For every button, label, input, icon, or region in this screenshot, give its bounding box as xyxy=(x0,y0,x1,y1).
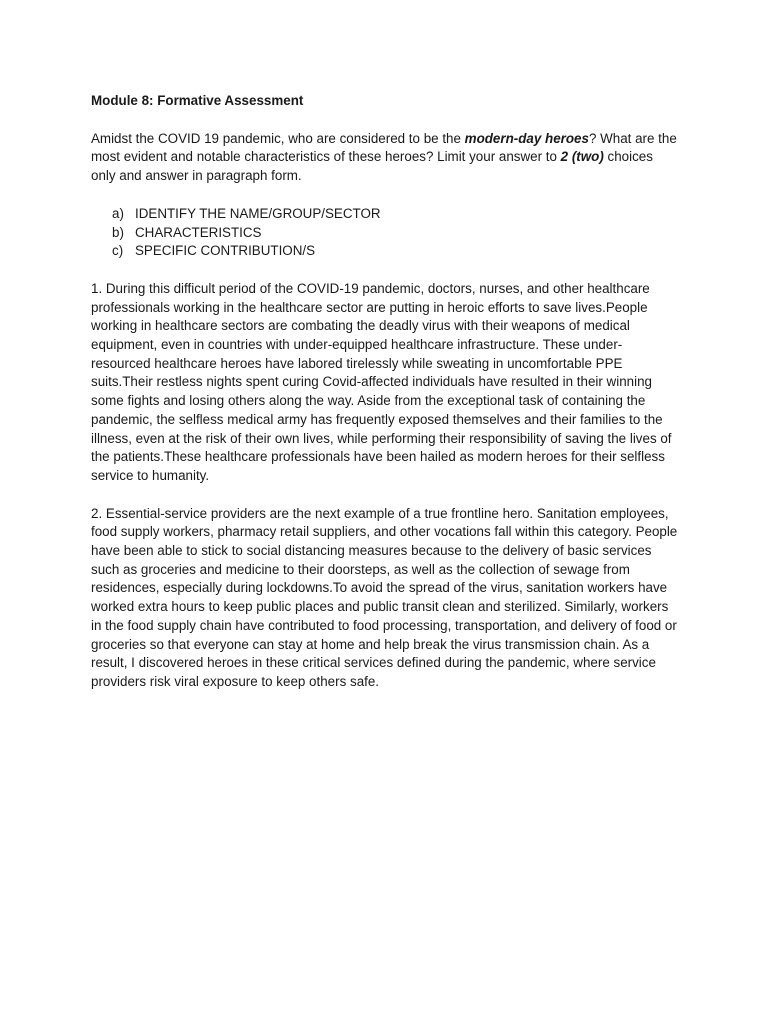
answer-paragraph-1: 1. During this difficult period of the COVID-19 pandemic, doctors, nurses, and other healthcare professionals working in the healthcare sector are putting in heroic efforts to save lives.People working in healthcare sectors are combating the deadly virus with their weapons of medical equipment, even in countries with under-equipped healthcare infrastructure. These under-resourced healthcare heroes have labored tirelessly while sweating in uncomfortable PPE suits.Their restless nights spent curing Covid-affected individuals have resulted in their winning some fights and losing others along the way. Aside from the exceptional task of containing the pandemic, the selfless medical army has frequently exposed themselves and their families to the illness, even at the risk of their own lives, while performing their responsibility of saving the lives of the patients.These healthcare professionals have been hailed as modern heroes for their selfless service to humanity. xyxy=(91,280,672,483)
criteria-marker: a) xyxy=(112,205,124,221)
criteria-item xyxy=(91,224,681,243)
criteria-text: IDENTIFY THE NAME/GROUP/SECTOR xyxy=(135,205,381,221)
prompt-emphasis-heroes: modern-day heroes xyxy=(464,130,589,146)
prompt-text-3: choices only and answer in paragraph form. xyxy=(91,149,653,184)
criteria-text: SPECIFIC CONTRIBUTION/S xyxy=(135,243,316,259)
prompt-text-2: ? What are the most evident and notable characteristics of these heroes? Limit your answer to xyxy=(91,130,677,165)
criteria-item xyxy=(91,242,681,261)
criteria-item xyxy=(91,205,681,224)
criteria-text: CHARACTERISTICS xyxy=(135,224,262,240)
criteria-marker: b) xyxy=(112,224,124,240)
prompt-emphasis-count: 2 (two) xyxy=(560,149,604,165)
document-page xyxy=(91,92,681,711)
document-title: Module 8: Formative Assessment xyxy=(91,93,304,108)
assessment-prompt xyxy=(91,130,681,186)
prompt-text-1: Amidst the COVID 19 pandemic, who are considered to be the xyxy=(91,130,465,146)
criteria-marker: c) xyxy=(112,243,124,259)
answer-paragraph-2: 2. Essential-service providers are the next example of a true frontline hero. Sanitation employees, food supply workers, pharmacy retail suppliers, and other vocations fall within this category. People have been able to stick to social distancing measures because to the delivery of basic services such as groceries and medicine to their doorsteps, as well as the collection of sewage from residences, especially during lockdowns.To avoid the spread of the virus, sanitation workers have worked extra hours to keep public places and public transit clean and sterilized. Similarly, workers in the food supply chain have contributed to food processing, transportation, and delivery of food or groceries so that everyone can stay at home and help break the virus transmission chain. As a result, I discovered heroes in these critical services defined during the pandemic, where service providers risk viral exposure to keep others safe. xyxy=(91,505,678,689)
criteria-list xyxy=(91,205,681,261)
